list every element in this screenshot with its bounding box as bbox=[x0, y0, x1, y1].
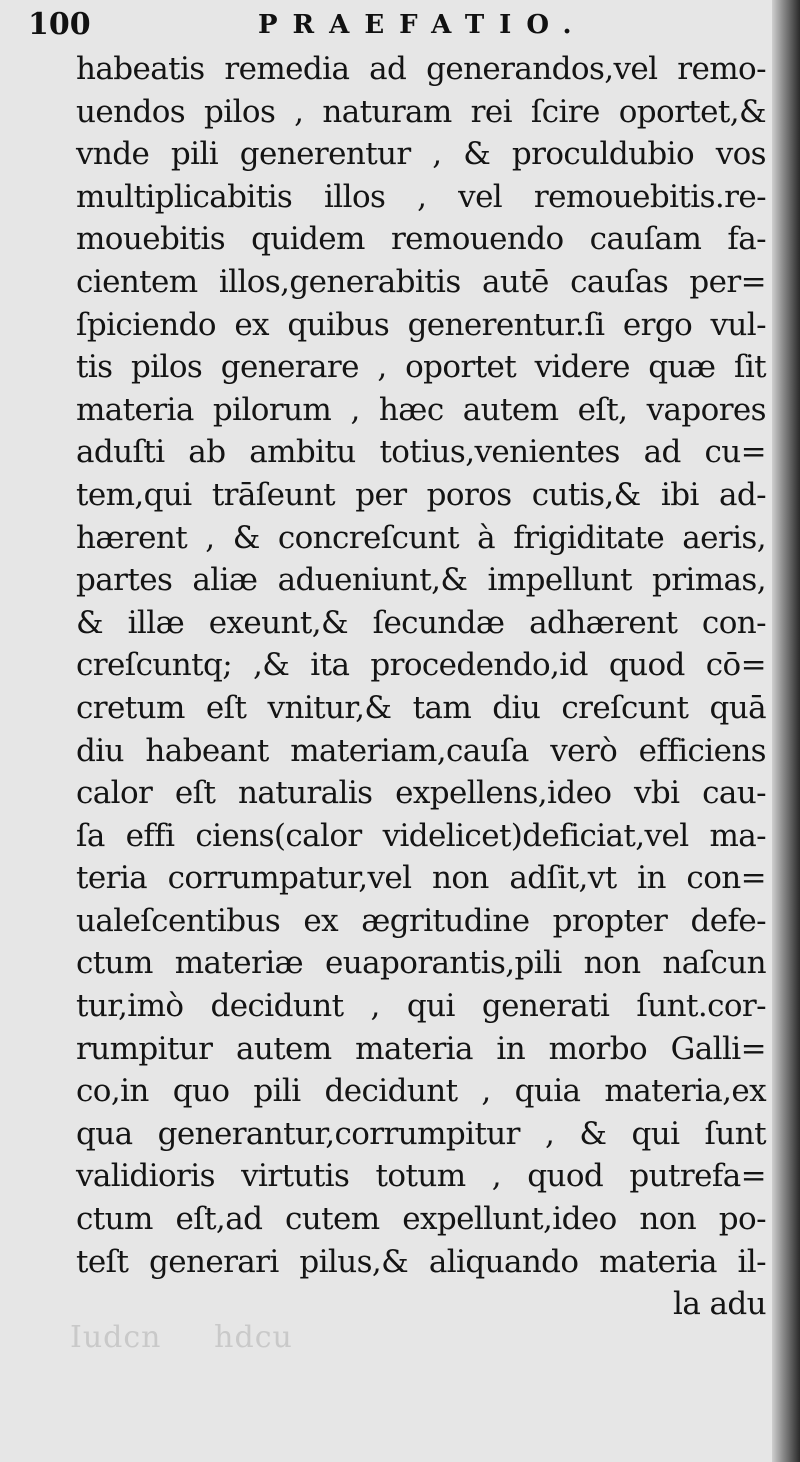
text-line: habeatis remedia ad generandos,vel remo- bbox=[76, 51, 766, 87]
text-line: hærent , & concreſcunt à frigiditate aeris, bbox=[76, 519, 766, 556]
text-line: & illæ exeunt,& ſecundæ adhærent con- bbox=[76, 604, 766, 641]
text-line: partes aliæ adueniunt,& impellunt primas, bbox=[76, 562, 766, 599]
text-line: ſa effi ciens(calor videlicet)deficiat,vel ma- bbox=[76, 817, 766, 854]
text-line: cientem illos,generabitis autē cauſas per= bbox=[76, 263, 766, 300]
text-line: creſcuntq; ,& ita procedendo,id quod cō= bbox=[76, 647, 766, 684]
text-line: tis pilos generare , oportet videre quæ ſit bbox=[76, 349, 766, 386]
text-line: aduſti ab ambitu totius,venientes ad cu= bbox=[76, 434, 766, 471]
page-edge-shadow bbox=[772, 0, 800, 1462]
page-header bbox=[28, 8, 768, 42]
text-line: uendos pilos , naturam rei ſcire oportet,& bbox=[76, 93, 766, 130]
text-line: co,in quo pili decidunt , quia materia,ex bbox=[76, 1073, 766, 1110]
text-line: tem,qui trāſeunt per poros cutis,& ibi ad- bbox=[76, 476, 766, 513]
text-line: ſpiciendo ex quibus generentur.ſi ergo vul- bbox=[76, 306, 766, 343]
text-line: ctum eſt,ad cutem expellunt,ideo non po- bbox=[76, 1201, 766, 1238]
text-line: teſt generari pilus,& aliquando materia il- bbox=[76, 1243, 766, 1280]
text-line: ualeſcentibus ex ægritudine propter defe- bbox=[76, 902, 766, 939]
catchword-line: la adu bbox=[673, 1286, 766, 1323]
text-line: tur,imò decidunt , qui generati ſunt.cor- bbox=[76, 988, 766, 1025]
text-line: multiplicabitis illos , vel remouebitis.re- bbox=[76, 178, 766, 215]
text-line: rumpitur autem materia in morbo Galli= bbox=[76, 1030, 766, 1067]
bleed-through-text: Iudcn hdcu bbox=[70, 1320, 293, 1355]
text-line: calor eſt naturalis expellens,ideo vbi cau- bbox=[76, 775, 766, 812]
text-line: qua generantur,corrumpitur , & qui ſunt bbox=[76, 1115, 766, 1152]
page-number: 100 bbox=[28, 7, 91, 42]
text-line: materia pilorum , hæc autem eſt, vapores bbox=[76, 391, 766, 428]
text-line: diu habeant materiam,cauſa verò efficiens bbox=[76, 732, 766, 769]
text-line: ctum materiæ euaporantis,pili non naſcun bbox=[76, 945, 766, 982]
text-line: cretum eſt vnitur,& tam diu creſcunt quā bbox=[76, 689, 766, 726]
text-line: vnde pili generentur , & proculdubio vos bbox=[76, 136, 766, 173]
running-head: PRAEFATIO. bbox=[258, 10, 587, 40]
text-line: validioris virtutis totum , quod putrefa= bbox=[76, 1158, 766, 1195]
text-line: teria corrumpatur,vel non adſit,vt in con= bbox=[76, 860, 766, 897]
text-line: mouebitis quidem remouendo cauſam fa- bbox=[76, 221, 766, 258]
body-text bbox=[76, 48, 766, 1326]
